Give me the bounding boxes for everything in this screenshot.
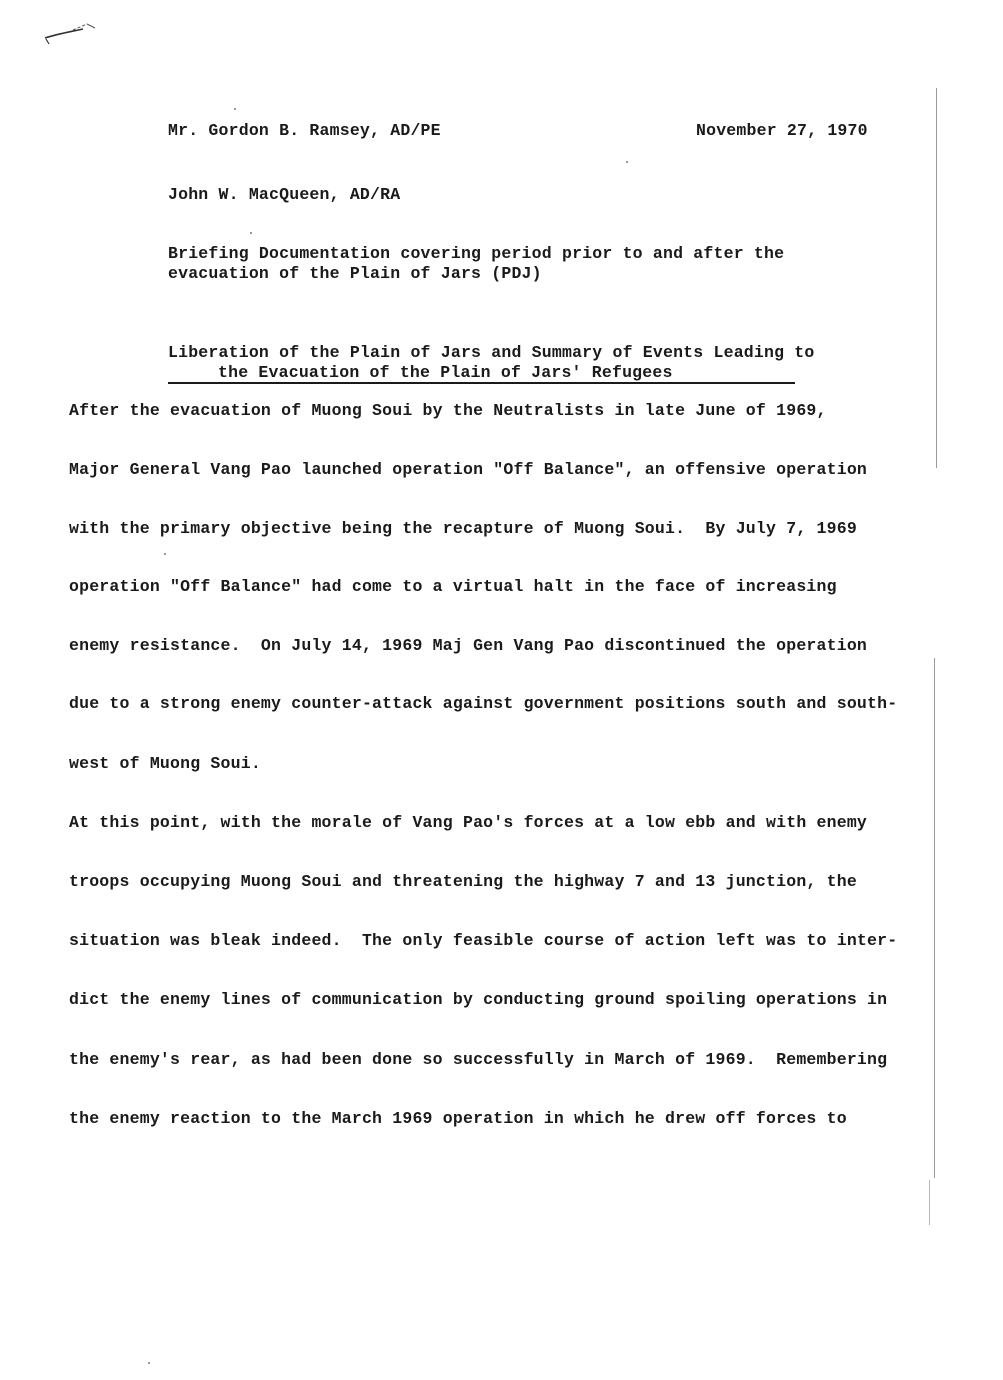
body-text-line: operation "Off Balance" had come to a virtual halt in the face of increasing (69, 577, 837, 596)
speck (234, 108, 236, 110)
pen-mark-icon (43, 20, 103, 46)
section-heading: the Evacuation of the Plain of Jars' Refugees (218, 363, 673, 382)
body-text-line: Major General Vang Pao launched operation "Off Balance", an offensive operation (69, 460, 868, 479)
speck (164, 553, 166, 555)
heading-underline (168, 382, 795, 384)
memo-to-addressee: Mr. Gordon B. Ramsey, AD/PE (168, 121, 441, 140)
margin-line (936, 88, 937, 468)
body-text-line: due to a strong enemy counter-attack against government positions south and south- (69, 694, 898, 713)
body-text-line: the enemy reaction to the March 1969 operation in which he drew off forces to (69, 1109, 847, 1128)
body-text-line: with the primary objective being the recapture of Muong Soui. By July 7, 1969 (69, 519, 857, 538)
body-text-line: dict the enemy lines of communication by conducting ground spoiling operations in (69, 990, 888, 1009)
speck (626, 161, 628, 163)
body-text-line: After the evacuation of Muong Soui by the Neutralists in late June of 1969, (69, 401, 827, 420)
margin-line (929, 1180, 930, 1225)
body-text-line: troops occupying Muong Soui and threatening the highway 7 and 13 junction, the (69, 872, 857, 891)
body-text-line: At this point, with the morale of Vang Pao's forces at a low ebb and with enemy (69, 813, 868, 832)
speck (148, 1362, 150, 1364)
body-text-line: west of Muong Soui. (69, 754, 261, 773)
memo-from-sender: John W. MacQueen, AD/RA (168, 185, 401, 204)
body-text-line: the enemy's rear, as had been done so successfully in March of 1969. Remembering (69, 1050, 888, 1069)
memo-date: November 27, 1970 (696, 121, 868, 140)
speck (250, 232, 252, 234)
margin-line (934, 658, 935, 1178)
section-heading: Liberation of the Plain of Jars and Summary of Events Leading to (168, 343, 815, 362)
body-text-line: enemy resistance. On July 14, 1969 Maj Gen Vang Pao discontinued the operation (69, 636, 868, 655)
memo-subject-line: evacuation of the Plain of Jars (PDJ) (168, 264, 542, 283)
memo-subject-line: Briefing Documentation covering period prior to and after the (168, 244, 785, 263)
body-text-line: situation was bleak indeed. The only feasible course of action left was to inter- (69, 931, 898, 950)
